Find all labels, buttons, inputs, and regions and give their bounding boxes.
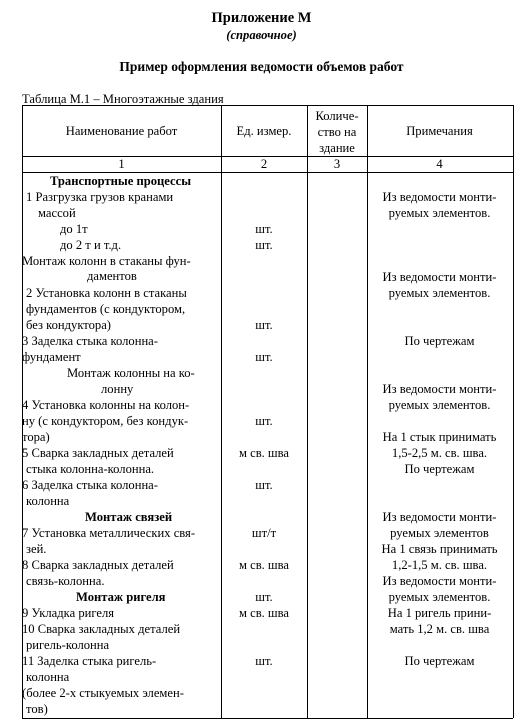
- work-line: колонна: [26, 670, 70, 684]
- note-line: руемых элементов.: [388, 286, 491, 300]
- note-line: Из ведомости монти-: [382, 190, 497, 204]
- document-title: Пример оформления ведомости объемов работ: [119, 59, 404, 74]
- note-line: На 1 ригель прини-: [387, 606, 492, 620]
- work-line: до 1т: [60, 222, 88, 236]
- work-line: колонна: [26, 494, 70, 508]
- header-qty-line3: здание: [319, 141, 355, 155]
- note-line: руемых элементов.: [388, 206, 491, 220]
- header-unit: Ед. измер.: [236, 124, 292, 138]
- note-line: мать 1,2 м. св. шва: [389, 622, 490, 636]
- note-line: На 1 связь принимать: [381, 542, 498, 556]
- note-line: руемых элементов.: [388, 590, 491, 604]
- work-line: 1 Разгрузка грузов кранами: [26, 190, 174, 204]
- section-heading: даментов: [87, 269, 137, 283]
- table-top-border: [22, 105, 513, 106]
- note-line: На 1 стык принимать: [382, 430, 497, 444]
- work-line: 5 Сварка закладных деталей: [22, 446, 174, 460]
- work-line: 2 Установка колонн в стаканы: [26, 286, 187, 300]
- col-border-right: [513, 105, 514, 718]
- work-line: массой: [38, 206, 76, 220]
- work-line: тов): [26, 702, 48, 716]
- table-bottom-border: [22, 718, 513, 719]
- unit-cell: м св. шва: [238, 446, 290, 460]
- numbers-bottom-border: [22, 172, 513, 173]
- work-line: 6 Заделка стыка колонна-: [22, 478, 158, 492]
- work-line: ригель-колонна: [26, 638, 110, 652]
- note-line: Из ведомости монти-: [382, 382, 497, 396]
- work-line: 11 Заделка стыка ригель-: [22, 654, 157, 668]
- work-line: 3 Заделка стыка колонна-: [22, 334, 158, 348]
- header-qty-line2: ство на: [317, 125, 357, 139]
- note-line: По чертежам: [404, 462, 475, 476]
- unit-cell: шт.: [255, 350, 273, 364]
- note-line: Из ведомости монти-: [382, 510, 497, 524]
- section-heading: Монтаж колонн в стаканы фун-: [22, 254, 191, 268]
- work-line: 4 Установка колонны на колон-: [22, 398, 190, 412]
- unit-cell: м св. шва: [238, 606, 290, 620]
- work-line: 9 Укладка ригеля: [22, 606, 115, 620]
- col-border-1: [221, 105, 222, 718]
- note-line: руемых элементов: [390, 526, 489, 540]
- work-line: тора): [22, 430, 50, 444]
- work-line: связь-колонна.: [26, 574, 105, 588]
- unit-cell: шт.: [255, 414, 273, 428]
- work-line: (более 2-х стыкуемых элемен-: [22, 686, 184, 700]
- note-line: По чертежам: [404, 334, 475, 348]
- note-line: 1,2-1,5 м. св. шва.: [391, 558, 488, 572]
- work-line: до 2 т и т.д.: [60, 238, 122, 252]
- note-line: По чертежам: [404, 654, 475, 668]
- unit-cell: шт.: [255, 654, 273, 668]
- unit-cell: шт.: [255, 590, 273, 604]
- unit-cell: шт.: [255, 222, 273, 236]
- header-qty-line1: Количе-: [315, 109, 359, 123]
- section-heading: Монтаж колонны на ко-: [67, 366, 195, 380]
- work-line: фундамент: [22, 350, 81, 364]
- work-line: 7 Установка металлических свя-: [22, 526, 196, 540]
- unit-cell: шт.: [255, 478, 273, 492]
- unit-cell: шт.: [255, 318, 273, 332]
- section-heading: Монтаж ригеля: [76, 590, 166, 604]
- work-line: 8 Сварка закладных деталей: [22, 558, 174, 572]
- header-name: Наименование работ: [65, 124, 178, 138]
- work-line: 10 Сварка закладных деталей: [22, 622, 181, 636]
- unit-cell: шт.: [255, 238, 273, 252]
- note-line: Из ведомости монти-: [382, 270, 497, 284]
- col-number-2: 2: [260, 157, 268, 171]
- note-line: Из ведомости монти-: [382, 574, 497, 588]
- work-line: ну (с кондуктором, без кондук-: [22, 414, 189, 428]
- section-heading: лонну: [101, 382, 134, 396]
- header-notes: Примечания: [406, 124, 473, 138]
- col-number-4: 4: [436, 157, 443, 171]
- work-line: зей.: [26, 542, 47, 556]
- section-heading: Транспортные процессы: [50, 174, 192, 188]
- work-line: без кондуктора): [26, 318, 111, 332]
- col-number-3: 3: [333, 157, 341, 171]
- table-caption: Таблица М.1 – Многоэтажные здания: [22, 92, 224, 106]
- col-border-2: [307, 105, 308, 718]
- note-line: 1,5-2,5 м. св. шва.: [391, 446, 488, 460]
- section-heading: Монтаж связей: [85, 510, 173, 524]
- unit-cell: м св. шва: [238, 558, 290, 572]
- work-line: фундаментов (с кондуктором,: [26, 302, 186, 316]
- col-number-1: 1: [118, 157, 125, 171]
- unit-cell: шт/т: [251, 526, 277, 540]
- appendix-title: Приложение М: [211, 10, 312, 26]
- work-line: стыка колонна-колонна.: [26, 462, 155, 476]
- appendix-subtitle: (справочное): [226, 28, 297, 42]
- note-line: руемых элементов.: [388, 398, 491, 412]
